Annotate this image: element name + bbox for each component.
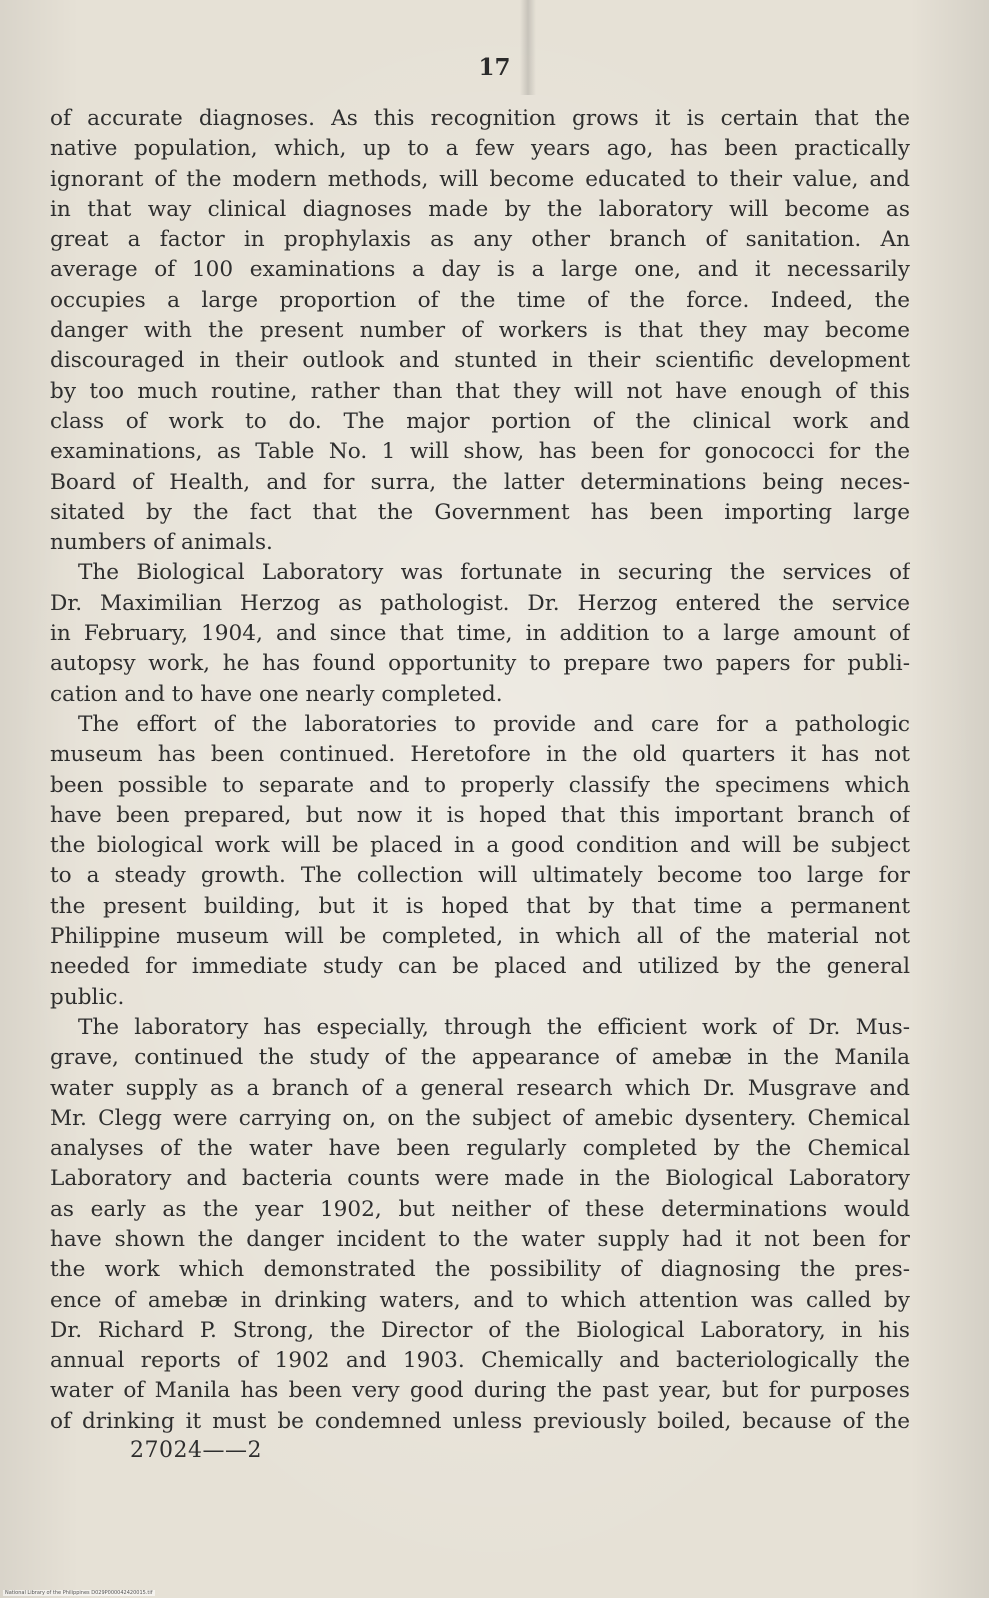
text-line: have been prepared, but now it is hoped that this important branch of bbox=[50, 802, 910, 828]
text-line: Laboratory and bacteria counts were made in the Biological Laboratory bbox=[50, 1166, 910, 1192]
text-line: The effort of the laboratories to provide and care for a pathologic bbox=[78, 711, 910, 737]
text-line: ignorant of the modern methods, will become educated to their value, and bbox=[50, 166, 910, 192]
source-credit: National Library of the Philippines D029P000042420015.tif bbox=[5, 1590, 153, 1596]
text-line: analyses of the water have been regularly completed by the Chemical bbox=[50, 1136, 910, 1162]
text-line: ence of amebæ in drinking waters, and to which attention was called by bbox=[50, 1287, 910, 1313]
text-line: average of 100 examinations a day is a large one, and it necessarily bbox=[50, 257, 910, 283]
page-number: 17 bbox=[478, 54, 511, 81]
text-line: of drinking it must be condemned unless previously boiled, because of the bbox=[50, 1408, 910, 1434]
text-line: to a steady growth. The collection will ultimately become too large for bbox=[50, 863, 910, 889]
text-line: autopsy work, he has found opportunity to prepare two papers for publi- bbox=[50, 651, 910, 677]
text-line: class of work to do. The major portion of the clinical work and bbox=[50, 408, 910, 434]
text-line: water of Manila has been very good during the past year, but for purposes bbox=[50, 1378, 910, 1404]
text-line: the work which demonstrated the possibility of diagnosing the pres- bbox=[50, 1257, 910, 1283]
text-line: Philippine museum will be completed, in which all of the material not bbox=[50, 924, 910, 950]
text-line: the biological work will be placed in a good condition and will be subject bbox=[50, 833, 910, 859]
text-line: Board of Health, and for surra, the latter determinations being neces- bbox=[50, 469, 910, 495]
text-line: in that way clinical diagnoses made by the laboratory will become as bbox=[50, 196, 910, 222]
text-line: by too much routine, rather than that they will not have enough of this bbox=[50, 378, 910, 404]
text-line: numbers of animals. bbox=[50, 530, 273, 556]
text-line: public. bbox=[50, 984, 125, 1010]
text-line: museum has been continued. Heretofore in the old quarters it has not bbox=[50, 742, 910, 768]
text-line: in February, 1904, and since that time, in addition to a large amount of bbox=[50, 621, 910, 647]
text-line: grave, continued the study of the appearance of amebæ in the Manila bbox=[50, 1045, 910, 1071]
text-line: occupies a large proportion of the time of the force. Indeed, the bbox=[50, 287, 910, 313]
text-line: sitated by the fact that the Government has been importing large bbox=[50, 499, 910, 525]
body-text bbox=[50, 104, 910, 1437]
signature-mark: 27024——2 bbox=[130, 1438, 262, 1463]
text-line: great a factor in prophylaxis as any other branch of sanitation. An bbox=[50, 227, 910, 253]
text-line: cation and to have one nearly completed. bbox=[50, 681, 503, 707]
text-line: annual reports of 1902 and 1903. Chemically and bacteriologically the bbox=[50, 1348, 910, 1374]
text-line: water supply as a branch of a general research which Dr. Musgrave and bbox=[50, 1075, 910, 1101]
text-line: danger with the present number of workers is that they may become bbox=[50, 318, 910, 344]
text-line: of accurate diagnoses. As this recognition grows it is certain that the bbox=[50, 106, 910, 131]
text-line: Dr. Maximilian Herzog as pathologist. Dr. Herzog entered the service bbox=[50, 590, 910, 616]
text-line: the present building, but it is hoped that by that time a permanent bbox=[50, 893, 910, 919]
text-line: examinations, as Table No. 1 will show, has been for gonococci for the bbox=[50, 439, 910, 465]
text-line: The laboratory has especially, through the efficient work of Dr. Mus- bbox=[78, 1014, 910, 1040]
text-line: discouraged in their outlook and stunted in their scientific development bbox=[50, 348, 910, 374]
text-line: The Biological Laboratory was fortunate in securing the services of bbox=[78, 560, 910, 586]
text-line: native population, which, up to a few years ago, has been practically bbox=[50, 136, 910, 162]
text-line: Dr. Richard P. Strong, the Director of the Biological Laboratory, in his bbox=[50, 1317, 910, 1343]
text-line: have shown the danger incident to the water supply had it not been for bbox=[50, 1226, 910, 1252]
text-line: Mr. Clegg were carrying on, on the subject of amebic dysentery. Chemical bbox=[50, 1105, 910, 1131]
text-line: as early as the year 1902, but neither of these determinations would bbox=[50, 1196, 910, 1222]
text-line: needed for immediate study can be placed and utilized by the general bbox=[50, 954, 910, 980]
text-line: been possible to separate and to properly classify the specimens which bbox=[50, 772, 910, 798]
